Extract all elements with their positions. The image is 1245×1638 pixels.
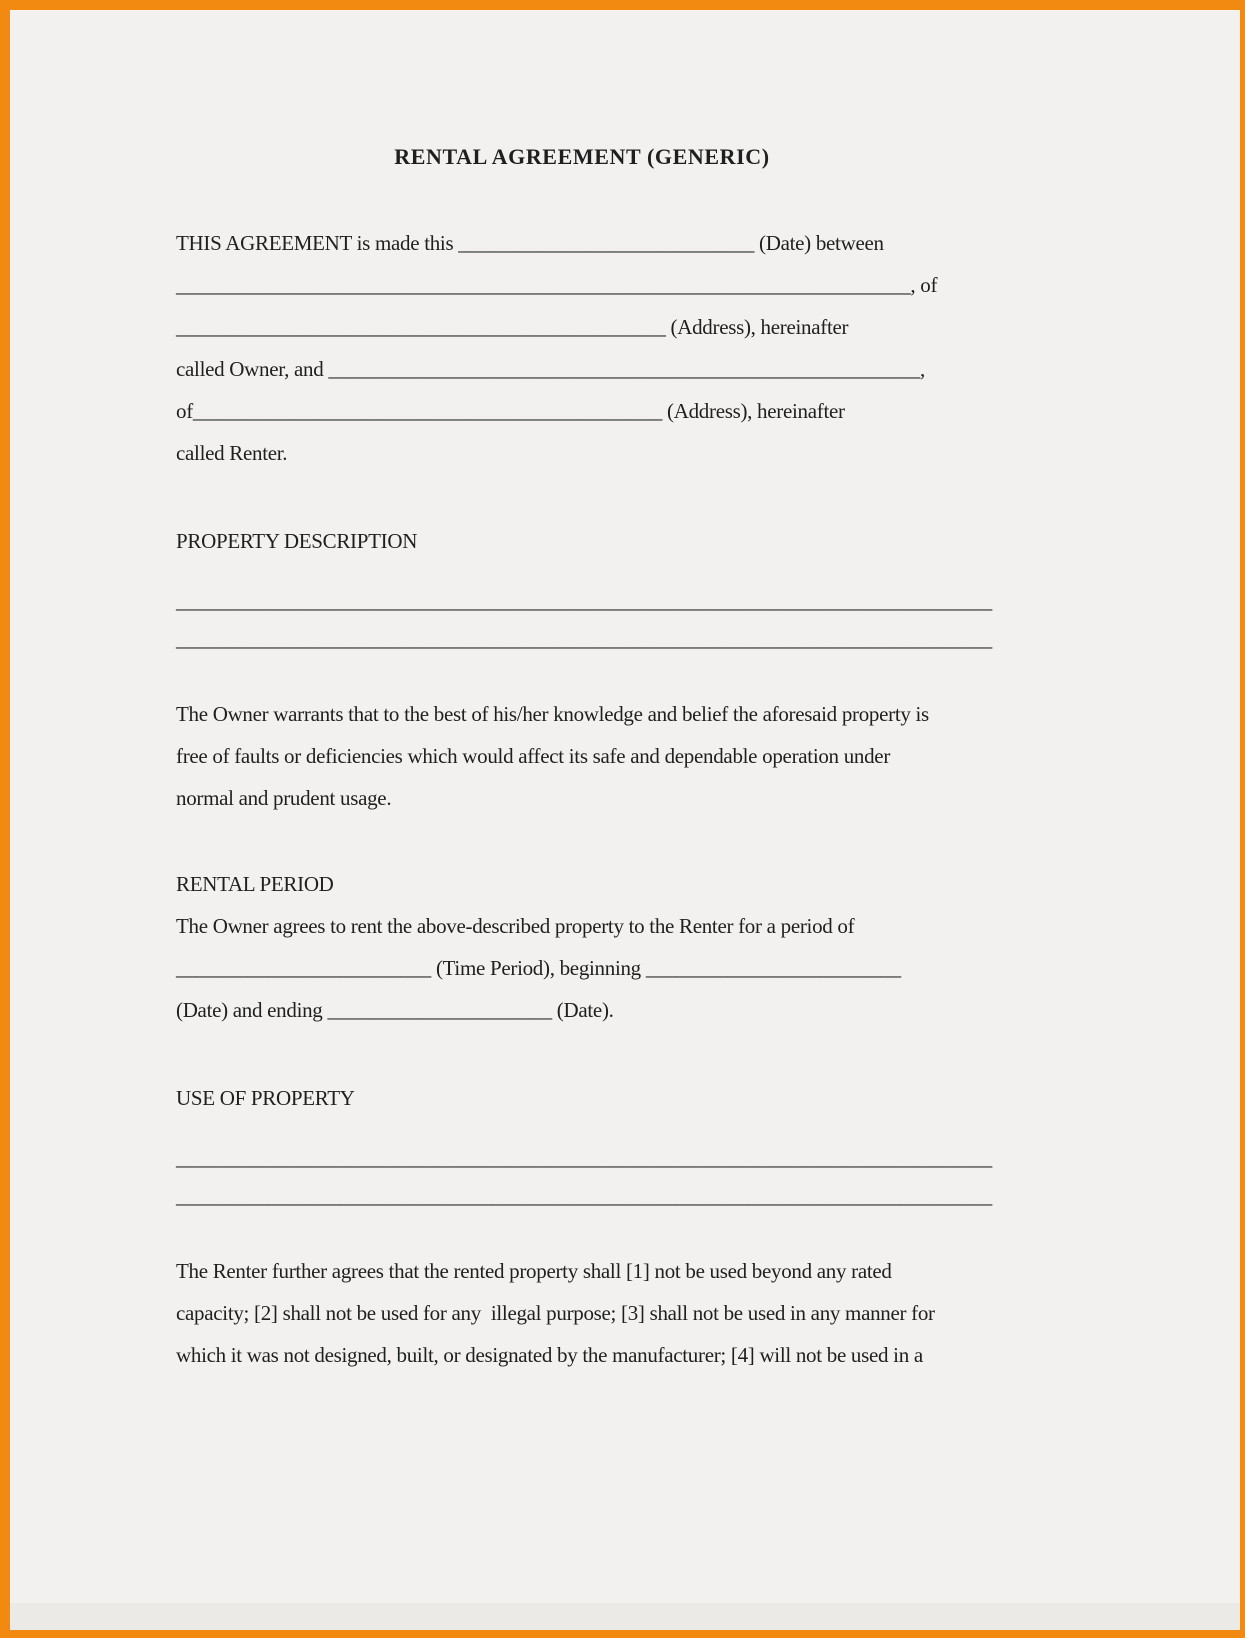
fill-in-line: ________________________________________________________________________________	[176, 1184, 993, 1208]
intro-paragraph	[176, 222, 988, 474]
document-title: RENTAL AGREEMENT (GENERIC)	[394, 144, 770, 169]
text-line: called Renter.	[176, 441, 288, 465]
section-heading-rental-period: RENTAL PERIOD	[176, 872, 334, 896]
renter-terms-paragraph	[176, 1250, 988, 1376]
section-heading-use-of-property: USE OF PROPERTY	[176, 1086, 355, 1110]
text-line: of______________________________________________ (Address), hereinafter	[176, 399, 845, 423]
fill-in-line: ________________________________________________________________________________	[176, 589, 993, 613]
text-line: The Owner agrees to rent the above-described property to the Renter for a period of	[176, 914, 855, 938]
fill-in-line: ________________________________________________________________________________	[176, 627, 993, 651]
section-heading-property-description: PROPERTY DESCRIPTION	[176, 529, 418, 553]
scan-shading-band	[10, 1603, 1240, 1630]
page-content	[10, 10, 993, 1376]
text-line: ________________________________________________ (Address), hereinafter	[176, 315, 849, 339]
text-line: The Renter further agrees that the rented property shall [1] not be used beyond any rated	[176, 1259, 892, 1283]
use-of-property-blanks	[176, 1139, 993, 1215]
warranty-paragraph	[176, 693, 988, 819]
text-line: THIS AGREEMENT is made this _____________________________ (Date) between	[176, 231, 884, 255]
text-line: (Date) and ending ______________________ (Date).	[176, 998, 614, 1022]
text-line: free of faults or deficiencies which would affect its safe and dependable operation under	[176, 744, 891, 768]
text-line: The Owner warrants that to the best of his/her knowledge and belief the aforesaid property is	[176, 702, 929, 726]
text-line: ________________________________________________________________________, of	[176, 273, 938, 297]
text-line: which it was not designed, built, or designated by the manufacturer; [4] will not be used in a	[176, 1343, 923, 1367]
text-line: normal and prudent usage.	[176, 786, 392, 810]
text-line: _________________________ (Time Period), beginning _________________________	[176, 956, 901, 980]
text-line: called Owner, and __________________________________________________________,	[176, 357, 925, 381]
property-description-blanks	[176, 582, 993, 658]
fill-in-line: ________________________________________________________________________________	[176, 1146, 993, 1170]
rental-period-paragraph	[176, 905, 988, 1031]
text-line: capacity; [2] shall not be used for any illegal purpose; [3] shall not be used in any manner for	[176, 1301, 935, 1325]
